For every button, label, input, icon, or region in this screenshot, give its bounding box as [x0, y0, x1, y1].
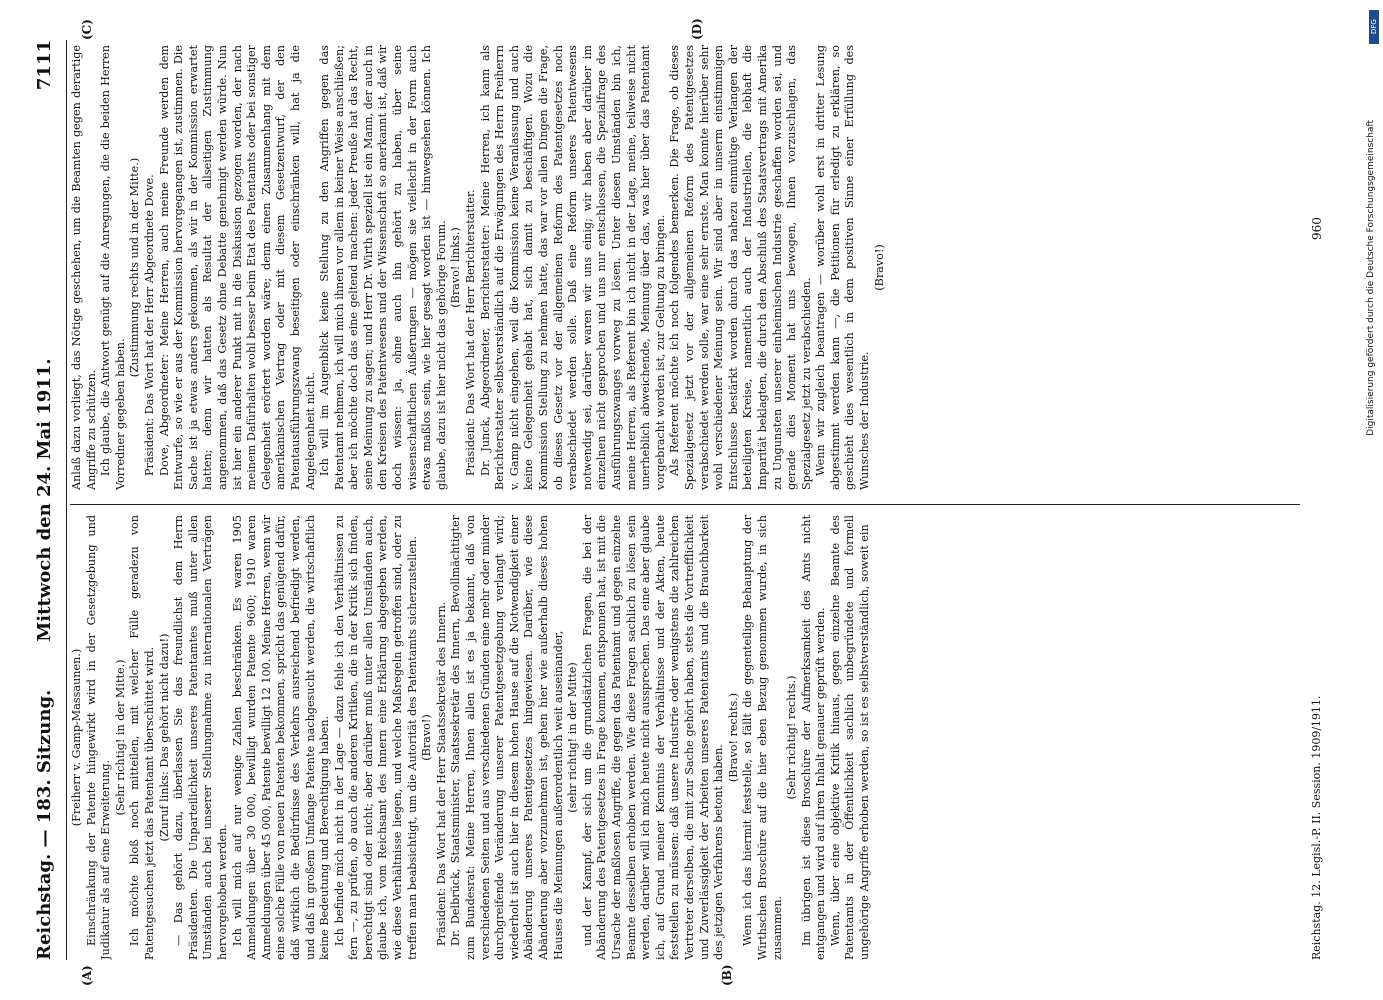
- header-rule: [66, 40, 67, 960]
- interjection: (Bravo! links.): [449, 227, 463, 308]
- footer-page-number: 960: [1310, 217, 1324, 240]
- interjection: (Zustimmung rechts und in der Mitte.): [128, 157, 142, 378]
- speaker-line: Präsident: Das Wort hat der Herr Berichterstatter.: [464, 189, 478, 476]
- margin-marker-c: (C): [80, 19, 94, 40]
- speaker-line: Präsident: Das Wort hat der Herr Staatssekretär des Innern.: [434, 601, 448, 946]
- interjection: (Sehr richtig! rechts.): [785, 675, 799, 800]
- paragraph: Anlaß dazu vorliegt, das Nötige geschehen, um die Beamten gegen derartige Angriffe zu schützen.: [70, 45, 98, 490]
- paragraph: Ich will mich auf nur wenige Zahlen beschränken. Es waren 1905 Anmeldungen über 30 000, bewilligt wurden Patente 9600; 1910 waren Anmeldungen über 45 000, Patente bewilligt 12 100. Meine Herren, wenn wir eine solche Fülle von neuen Patenten bekommen, spricht das genügend dafür, daß wirklich die Bedürfnisse des Verkehrs ausreichend befriedigt werden, und daß in großem Umfange Patente nachgesucht werden, die wirtschaftlich keine Bedeutung und Berechtigung haben.: [230, 515, 332, 960]
- paragraph: und der Kampf, der sich um die grundsätzlichen Fragen, die bei der Abänderung des Patentgesetzes in Frage kommen, entsponnen hat, ist mit die Ursache der maßlosen Angriffe, die gegen das Patentamt und gegen einzelne Beamte desselben erhoben werden. Wie diese Fragen sachlich zu lösen sein werden, darüber will ich mich heute nicht aussprechen. Das eine aber glaube ich, auf Grund meiner Kenntnis der Verhältnisse und der Akten, heute feststellen zu müssen: daß unsere Industrie oder wenigstens die zahlreichen Vertreter derselben, die mit zur Sache gehört haben, stets die Vortrefflichkeit und Zuverlässigkeit der Arbeiten unseres Patentamts und die Brauchbarkeit des jetzigen Verfahrens betont haben.: [580, 515, 726, 960]
- left-column: [70, 515, 1300, 960]
- page-header: [34, 40, 62, 960]
- paragraph: Wenn, über eine objektive Kritik hinaus, gegen einzelne Beamte des Patentamts in der Öffentlichkeit sachlich unbegründete und formell ungehörige Angriffe erhoben werden, so ist es selbstverständlich, soweit ein: [828, 515, 872, 960]
- digitization-credit: [1360, 0, 1383, 1000]
- interjection: (sehr richtig! in der Mitte): [566, 662, 580, 813]
- paragraph: Wenn wir zugleich beantragen — worüber wohl erst in dritter Lesung abgestimmt werden kann —, die Petitionen für erledigt zu erklären, so geschieht dies wesentlich in dem positiven Sinne einer Erfüllung des Wunsches der Industrie.: [814, 45, 872, 490]
- paragraph: Ich befinde mich nicht in der Lage — dazu fehle ich den Verhältnissen zu fern —, zu prüfen, ob auch die anderen Kritiken, die in der Kritik sich finden, berechtigt sind oder nicht; aber darüber muß unter allen Umständen auch, glaube ich, vom Reichsamt des Innern eine Erklärung abgegeben werden, wie diese Verhältnisse liegen, und welche Maßregeln getroffen sind, oder zu treffen man beabsichtigt, um die Autorität des Patentamts sicherzustellen.: [332, 515, 419, 960]
- interjection: (Bravo!): [872, 244, 886, 291]
- dfg-logo: DFG: [1369, 10, 1379, 44]
- footer-session: Reichstag. 12. Legisl.-P. II. Session. 1909/1911.: [1310, 695, 1323, 960]
- margin-marker-b: (B): [720, 964, 734, 986]
- interjection: (Bravo!): [420, 714, 434, 761]
- interjection: (Bravo! rechts.): [726, 692, 740, 783]
- interjection: (Sehr richtig! in der Mitte.): [113, 659, 127, 816]
- paragraph: Dove, Abgeordneter: Meine Herren, auch meine Freunde werden dem Entwurfe, so wie er aus der Kommission hervorgegangen ist, zustimmen. Die Sache ist ja etwas anders gekommen, als wir in der Kommission erwartet hatten; denn wir hatten als Resultat der allseitigen Zustimmung angenommen, daß das Gesetz ohne Debatte genehmigt werden würde. Nun ist hier ein anderer Punkt mit in die Diskussion gezogen worden, der nach meinem Dafürhalten wohl besser beim Etat des Patentamts oder bei sonstiger Gelegenheit erörtert worden wäre; denn einen Zusammenhang mit dem amerikanischen Vertrag oder mit diesem Gesetzentwurf, der den Patentausführungszwang beseitigen oder einschränken will, hat ja die Angelegenheit nicht.: [157, 45, 317, 490]
- paragraph: Dr. Delbrück, Staatsminister, Staatssekretär des Innern, Bevollmächtigter zum Bundesrat: Meine Herren, Ihnen allen ist es ja bekannt, daß von verschiedenen Seiten und aus verschiedenen Gründen eine mehr oder minder durchgreifende Veränderung unserer Patentgesetzgebung verlangt wird; wiederholt ist auch hier in diesem hohen Hause auf die Notwendigkeit einer Abänderung unseres Patentgesetzes hingewiesen. Darüber, wie diese Abänderung aber vorzunehmen ist, gehen hier wie außerhalb dieses hohen Hauses die Meinungen außerordentlich weit auseinander,: [449, 515, 565, 960]
- right-column: [70, 45, 1300, 490]
- paragraph: Im übrigen ist diese Broschüre der Aufmerksamkeit des Amts nicht entgangen und wird auf ihren Inhalt genauer geprüft werden.: [799, 515, 828, 960]
- header-left: Reichstag. — 183. Sitzung.: [34, 689, 55, 960]
- paragraph: Wenn ich das hiermit feststelle, so fällt die gegenteilige Behauptung der Wirthschen Broschüre auf die hier eben Bezug genommen wurde, in sich zusammen.: [741, 515, 784, 960]
- interjection: (Freiherr v. Gamp-Massaunen.): [70, 648, 83, 827]
- margin-marker-d: (D): [690, 18, 704, 40]
- margin-marker-a: (A): [80, 965, 94, 986]
- paragraph: Ich glaube, die Antwort genügt auf die Anregungen, die die beiden Herren Vorredner gegeben haben.: [99, 45, 127, 490]
- interjection: (Zuruf links: Das gehört nicht dazu!): [157, 633, 171, 842]
- paragraph: Ich will im Augenblick keine Stellung zu den Angriffen gegen das Patentamt nehmen, ich will mich ihnen vor allem in keiner Weise anschließen; aber ich möchte doch das eine geltend machen: jeder Preuße hat das Recht, seine Meinung zu sagen; und Herr Dr. Wirth speziell ist ein Mann, der auch in den Kreisen des Patentwesens und der Wissenschaft so anerkannt ist, daß wir doch wissen: ja, ohne auch ihn gehört zu haben, über seine wissenschaftlichen Äußerungen — mögen sie vielleicht in der Form auch etwas maßlos sein, wie hier gesagt worden ist — hinwegsehen können. Ich glaube, dazu ist hier nicht das gehörige Forum.: [318, 45, 448, 490]
- paragraph: — Das gehört dazu, überlassen Sie das freundlichst dem Herrn Präsidenten. Die Unparteilichkeit unseres Patentamtes muß unter allen Umständen auch bei unserer Stellungnahme zu internationalen Verträgen hervorgehoben werden.: [172, 515, 229, 960]
- column-divider: [70, 504, 1300, 505]
- paragraph: Einschränkung der Patente hingewirkt wird in der Gesetzgebung und Judikatur als auf eine Erweiterung.: [84, 515, 113, 960]
- paragraph: Als Referent möchte ich noch folgendes bemerken. Die Frage, ob dieses Spezialgesetz jetzt vor der allgemeinen Reform des Patentgesetzes verabschiedet werden solle, war eine sehr ernste. Man konnte hierüber sehr wohl verschiedener Meinung sein. Wir sind aber in unserm einstimmigen Entschlusse bestärkt worden durch das nahezu einmütige Verlangen der beteiligten Kreise, namentlich auch der Industriellen, die lebhaft die Imparität beklagten, die durch den Abschluß des Staatsvertrags mit Amerika zu Ungunsten unserer einheimischen Industrie geschaffen worden sei, und gerade dies Moment hat uns bewogen, Ihnen vorzuschlagen, das Spezialgesetz jetzt zu verabschieden.: [668, 45, 813, 490]
- paragraph: Ich möchte bloß noch mitteilen, mit welcher Fülle geradezu von Patentgesuchen jetzt das Patentamt überschüttet wird.: [128, 515, 156, 960]
- credit-text: Digitalisierung gefördert durch die Deutsche Forschungsgemeinschaft: [1366, 120, 1376, 436]
- header-page-number: 7111: [34, 40, 55, 91]
- speaker-line: Präsident: Das Wort hat der Herr Abgeordnete Dove.: [142, 174, 156, 476]
- header-date: Mittwoch den 24. Mai 1911.: [34, 358, 55, 642]
- paragraph: Dr. Junck, Abgeordneter, Berichterstatter: Meine Herren, ich kann als Berichterstatter selbstverständlich auf die Erwägungen des Herrn Freiherrn v. Gamp nicht eingehen, weil die Kommission keine Veranlassung und auch keine Gelegenheit gehabt hat, sich damit zu beschäftigen. Wozu die Kommission Stellung zu nehmen hatte, das war vor allen Dingen die Frage, ob dieses Gesetz vor der allgemeinen Reform des Patentgesetzes noch verabschiedet werden solle. Daß eine Reform unseres Patentwesens notwendig sei, darüber waren wir uns einig; wir haben aber darüber im einzelnen nicht gesprochen und uns nur entschlossen, die Spezialfrage des Ausführungszwanges vorweg zu lösen. Unter diesen Umständen bin ich, meine Herren, als Referent bin ich nicht in der Lage, meine, teilweise nicht unerheblich abweichende, Meinung über das, was hier über das Patentamt vorgebracht worden ist, zur Geltung zu bringen.: [478, 45, 667, 490]
